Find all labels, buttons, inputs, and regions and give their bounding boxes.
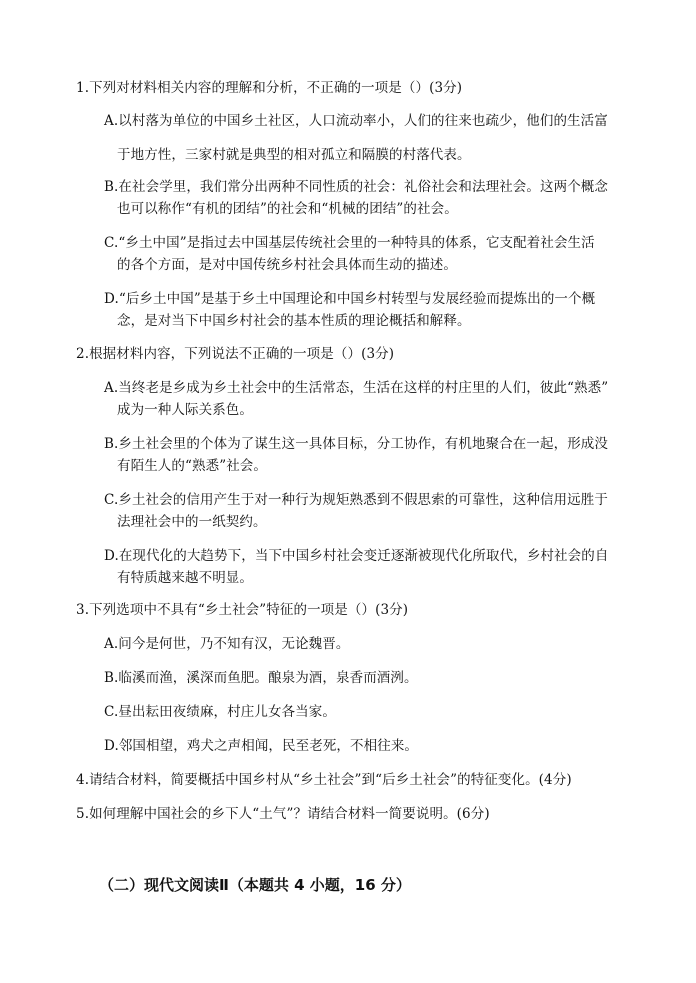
question-1-option-a-cont: 于地方性，三家村就是典型的相对孤立和隔膜的村落代表。 (117, 147, 471, 163)
question-1-option-b-cont: 也可以称作“有机的团结”的社会和“机械的团结”的社会。 (117, 201, 458, 217)
question-1-option-d-cont: 念，是对当下中国乡村社会的基本性质的理论概括和解释。 (117, 313, 471, 329)
question-5-stem: 5.如何理解中国社会的乡下人“土气”？请结合材料一简要说明。(6分) (76, 806, 490, 822)
question-2-option-b-cont: 有陌生人的“熟悉”社会。 (117, 458, 268, 474)
question-2-option-d: D.在现代化的大趋势下，当下中国乡村社会变迁逐渐被现代化所取代，乡村社会的自 (104, 548, 609, 564)
question-1-option-b: B.在社会学里，我们常分出两种不同性质的社会：礼俗社会和法理社会。这两个概念 (104, 179, 609, 195)
question-3-option-b: B.临溪而渔，溪深而鱼肥。酿泉为酒，泉香而酒洌。 (104, 670, 418, 686)
question-1-option-d: D.“后乡土中国”是基于乡土中国理论和中国乡村转型与发展经验而提炼出的一个概 (104, 291, 596, 307)
question-3-stem: 3.下列选项中不具有“乡土社会”特征的一项是（）(3分) (76, 602, 409, 618)
question-1-option-c: C.“乡土中国”是指过去中国基层传统社会里的一种特具的体系，它支配着社会生活 (104, 235, 595, 251)
question-2-stem: 2.根据材料内容，下列说法不正确的一项是（）(3分) (76, 346, 395, 362)
question-3-option-a: A.问今是何世，乃不知有汉，无论魏晋。 (104, 636, 350, 652)
question-2-option-c: C.乡土社会的信用产生于对一种行为规矩熟悉到不假思索的可靠性，这种信用远胜于 (104, 492, 608, 508)
question-2-option-c-cont: 法理社会中的一纸契约。 (117, 514, 267, 530)
question-1-option-c-cont: 的各个方面，是对中国传统乡村社会具体而生动的描述。 (117, 257, 457, 273)
question-2-option-b: B.乡土社会里的个体为了谋生这一具体目标，分工协作，有机地聚合在一起，形成没 (104, 436, 609, 452)
question-3-option-d: D.邻国相望，鸡犬之声相闻，民至老死，不相往来。 (104, 738, 419, 754)
question-2-option-a: A.当终老是乡成为乡土社会中的生活常态，生活在这样的村庄里的人们，彼此“熟悉” (104, 380, 609, 396)
question-1-option-a: A.以村落为单位的中国乡土社区，人口流动率小，人们的往来也疏少，他们的生活富 (104, 113, 608, 129)
question-4-stem: 4.请结合材料，简要概括中国乡村从“乡土社会”到“后乡土社会”的特征变化。(4分) (76, 772, 572, 788)
section-title: （二）现代文阅读Ⅱ（本题共 4 小题，16 分） (99, 876, 411, 894)
question-2-option-d-cont: 有特质越来越不明显。 (117, 570, 253, 586)
question-1-stem: 1.下列对材料相关内容的理解和分析，不正确的一项是（）(3分) (76, 80, 463, 96)
question-3-option-c: C.昼出耘田夜绩麻，村庄儿女各当家。 (104, 704, 336, 720)
question-2-option-a-cont: 成为一种人际关系色。 (117, 402, 253, 418)
